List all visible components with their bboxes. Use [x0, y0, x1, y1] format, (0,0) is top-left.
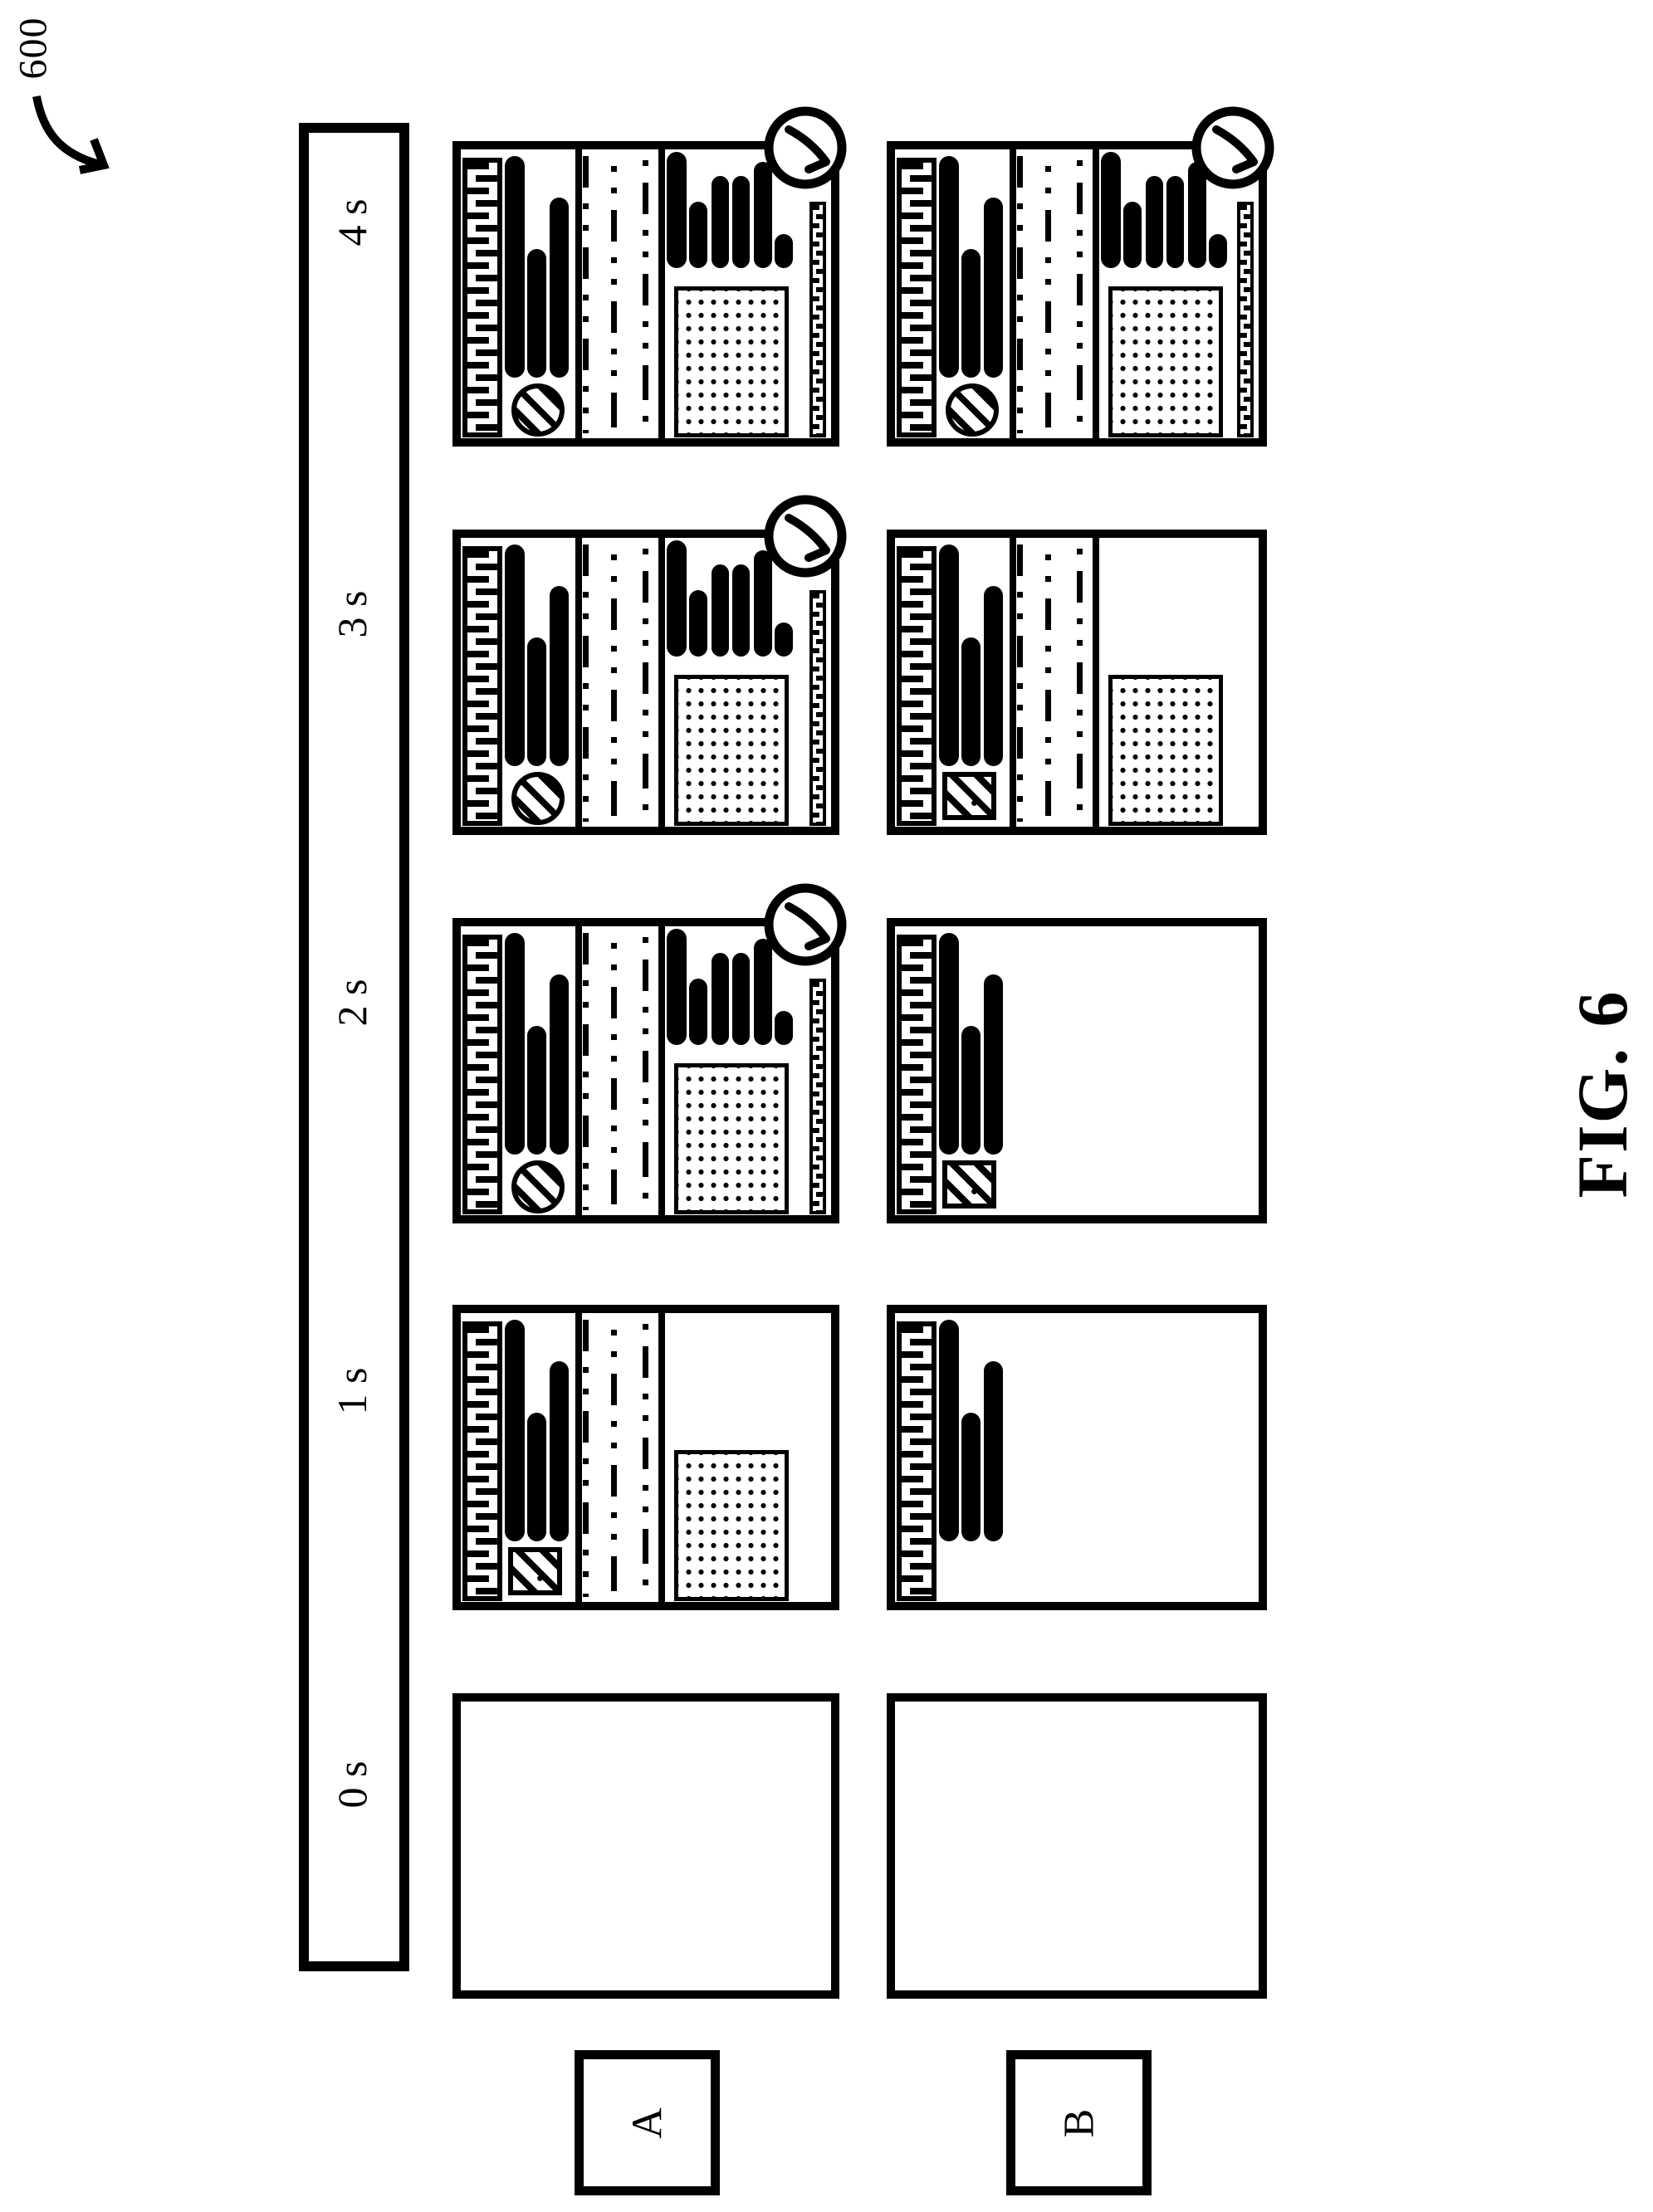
column-divider — [575, 1313, 582, 1602]
heading-line-bar — [775, 1011, 793, 1045]
dotted-image-block — [674, 1063, 789, 1214]
heading-line-bar — [732, 176, 750, 268]
text-line-bar — [527, 1026, 546, 1155]
heading-line-bar — [732, 564, 750, 657]
text-line-bar — [505, 933, 525, 1155]
heading-line-bar — [1166, 176, 1184, 268]
frame-A-4s — [452, 141, 839, 447]
text-line-bar — [550, 1361, 569, 1541]
dotted-image-block — [1108, 286, 1223, 437]
clock-check-icon — [760, 491, 851, 582]
heading-line-bar — [712, 176, 729, 268]
text-line-bar — [939, 933, 959, 1155]
ruler-scroll-bar — [809, 202, 826, 437]
text-line-bar — [961, 1413, 981, 1541]
text-line-bar — [984, 198, 1003, 378]
timeline-label-0s: 0 s — [329, 1760, 375, 1809]
frame-B-3s — [887, 530, 1267, 835]
heading-line-bar — [1209, 234, 1227, 268]
heading-line-bar — [689, 202, 707, 268]
timeline-label-4s: 4 s — [329, 198, 375, 247]
text-line-bar — [961, 1026, 981, 1155]
menu-dashdot-line — [583, 1320, 589, 1597]
menu-dashdot-line — [583, 544, 589, 822]
heading-line-bar — [732, 953, 750, 1045]
frame-A-2s — [452, 918, 839, 1223]
nav-hatch-bar — [462, 546, 502, 826]
clock-check-icon — [760, 879, 851, 970]
ruler-scroll-bar — [809, 590, 826, 826]
figure-caption: FIG. 6 — [1563, 989, 1642, 1199]
column-divider — [658, 149, 665, 438]
timeline-bar — [299, 123, 409, 1971]
menu-dashdot-line — [583, 156, 589, 433]
column-divider — [658, 538, 665, 827]
nav-hatch-bar — [897, 158, 937, 437]
heading-line-bar — [667, 929, 687, 1045]
column-divider — [1010, 149, 1016, 438]
frame-A-3s — [452, 530, 839, 835]
text-line-bar — [984, 974, 1003, 1155]
heading-line-bar — [667, 540, 687, 657]
figure-reference-number: 600 — [11, 17, 56, 80]
row-label-box-a — [575, 2050, 720, 2195]
menu-dashdot-line — [611, 544, 617, 822]
frame-A-1s — [452, 1305, 839, 1610]
text-line-bar — [550, 974, 569, 1155]
heading-line-bar — [712, 564, 729, 657]
row-label-box-b — [1006, 2050, 1152, 2195]
text-line-bar — [527, 249, 546, 378]
text-line-bar — [939, 1320, 959, 1541]
heading-line-bar — [689, 590, 707, 657]
menu-dashdot-line — [611, 1320, 617, 1597]
leader-arrow-icon — [0, 0, 166, 216]
clock-check-icon — [760, 102, 851, 193]
text-line-bar — [505, 156, 525, 378]
image-placeholder-square — [942, 1160, 996, 1209]
heading-line-bar — [1146, 176, 1163, 268]
menu-dashdot-line — [611, 156, 617, 433]
text-line-bar — [939, 544, 959, 766]
image-placeholder-circle — [511, 1160, 565, 1213]
dotted-image-block — [674, 286, 789, 437]
column-divider — [575, 149, 582, 438]
text-line-bar — [505, 544, 525, 766]
menu-dashdot-line — [1017, 156, 1023, 433]
dotted-image-block — [1108, 675, 1223, 826]
clock-check-icon — [1187, 102, 1279, 193]
column-divider — [1010, 538, 1016, 827]
menu-dashdot-line — [643, 933, 648, 1210]
timeline-label-3s: 3 s — [329, 590, 375, 638]
menu-dashdot-line — [643, 156, 648, 433]
heading-line-bar — [1101, 152, 1121, 268]
heading-line-bar — [667, 152, 687, 268]
nav-hatch-bar — [462, 158, 502, 437]
menu-dashdot-line — [643, 1320, 648, 1597]
menu-dashdot-line — [1017, 544, 1023, 822]
text-line-bar — [505, 1320, 525, 1541]
frame-B-1s — [887, 1305, 1267, 1610]
image-placeholder-square — [942, 772, 996, 820]
image-placeholder-circle — [946, 383, 999, 437]
ruler-scroll-bar — [809, 979, 826, 1214]
frame-A-0s — [452, 1693, 839, 1999]
nav-hatch-bar — [462, 1321, 502, 1601]
menu-dashdot-line — [1045, 156, 1051, 433]
dotted-image-block — [674, 1450, 789, 1601]
image-placeholder-circle — [511, 772, 565, 825]
text-line-bar — [961, 637, 981, 766]
column-divider — [658, 1313, 665, 1602]
heading-line-bar — [712, 953, 729, 1045]
menu-dashdot-line — [1045, 544, 1051, 822]
nav-hatch-bar — [462, 935, 502, 1214]
menu-dashdot-line — [1077, 156, 1083, 433]
column-divider — [575, 538, 582, 827]
row-label-b: B — [1055, 2108, 1103, 2137]
menu-dashdot-line — [643, 544, 648, 822]
timeline-label-2s: 2 s — [329, 979, 375, 1027]
frame-B-0s — [887, 1693, 1267, 1999]
menu-dashdot-line — [583, 933, 589, 1210]
nav-hatch-bar — [897, 1321, 937, 1601]
menu-dashdot-line — [611, 933, 617, 1210]
heading-line-bar — [775, 623, 793, 657]
text-line-bar — [527, 637, 546, 766]
timeline-label-1s: 1 s — [329, 1367, 375, 1415]
row-label-a: A — [624, 2107, 671, 2139]
dotted-image-block — [674, 675, 789, 826]
text-line-bar — [550, 198, 569, 378]
menu-dashdot-line — [1077, 544, 1083, 822]
frame-B-2s — [887, 918, 1267, 1223]
ruler-scroll-bar — [1237, 202, 1254, 437]
column-divider — [575, 926, 582, 1215]
column-divider — [1093, 538, 1099, 827]
column-divider — [658, 926, 665, 1215]
text-line-bar — [961, 249, 981, 378]
frame-B-4s — [887, 141, 1267, 447]
text-line-bar — [527, 1413, 546, 1541]
heading-line-bar — [775, 234, 793, 268]
image-placeholder-square — [508, 1547, 562, 1595]
text-line-bar — [984, 1361, 1003, 1541]
image-placeholder-circle — [511, 383, 565, 437]
text-line-bar — [550, 586, 569, 766]
nav-hatch-bar — [897, 935, 937, 1214]
heading-line-bar — [1123, 202, 1142, 268]
heading-line-bar — [689, 979, 707, 1045]
text-line-bar — [984, 586, 1003, 766]
nav-hatch-bar — [897, 546, 937, 826]
column-divider — [1093, 149, 1099, 438]
text-line-bar — [939, 156, 959, 378]
